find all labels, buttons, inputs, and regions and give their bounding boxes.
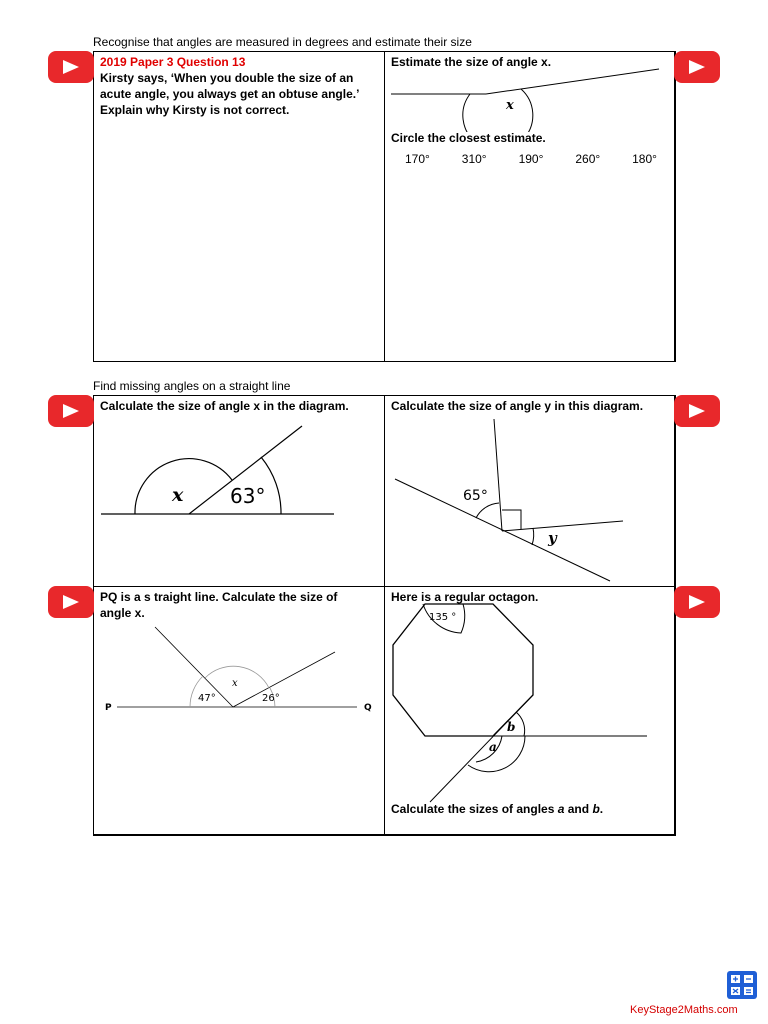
point-label-p: P [105,703,112,713]
angle-label-26: 26° [262,693,280,704]
question-cell-angle-x [93,395,385,587]
question-line: PQ is a s traight line. Calculate the size of [100,590,338,604]
calculator-icon [727,971,757,999]
video-play-button-q3[interactable] [48,395,94,427]
angle-label-135: 135 ° [429,612,457,623]
question-line: Kirsty says, ‘When you double the size of an [100,71,354,85]
calc-var-a: a [557,802,565,816]
calc-and: and [564,802,593,816]
octagon-calc-prompt [391,801,669,817]
calc-end: . [599,802,604,816]
question-cell-pq-line [93,586,385,836]
video-play-button-q4[interactable] [674,395,720,427]
option-180[interactable]: 180° [632,152,657,166]
angle-label-x: x [232,678,238,689]
question-prompt: Here is a regular octagon. [391,590,539,604]
question-line: acute angle, you always get an obtuse angle.’ [100,87,360,101]
worksheet-grid-bottom [93,395,675,835]
pq-straight-line-diagram [94,587,385,836]
question-prompt: Calculate the size of angle x in the diagram. [100,399,349,413]
angle-label-y: y [548,529,557,547]
play-icon [689,595,705,609]
option-260[interactable]: 260° [575,152,601,166]
video-play-button-q2[interactable] [674,51,720,83]
angle-label-65: 65° [463,488,488,504]
calc-var-b: b [592,802,600,816]
perpendicular-lines-diagram [385,396,676,587]
question-prompt: Estimate the size of angle x. [391,55,552,69]
question-prompt: Calculate the size of angle y in this diagram. [391,399,644,413]
question-line: angle x. [100,606,145,620]
point-label-q: Q [364,703,372,713]
section-title-estimate: Recognise that angles are measured in degrees and estimate their size [93,35,472,49]
angle-label-b: b [507,720,516,734]
play-icon [63,404,79,418]
video-play-button-q5[interactable] [48,586,94,618]
angle-label-63: 63° [230,484,266,508]
option-190[interactable]: 190° [518,152,544,166]
estimate-options [405,152,657,166]
circle-prompt: Circle the closest estimate. [391,131,546,145]
question-cell-kirsty [93,51,385,362]
section-title-straight-line: Find missing angles on a straight line [93,379,291,393]
question-text [100,54,378,118]
reflex-angle-diagram [385,52,676,132]
worksheet-grid-top [93,51,675,362]
option-170[interactable]: 170° [405,152,430,166]
calc-prefix: Calculate the sizes of angles [391,802,558,816]
regular-octagon-diagram [385,587,676,836]
video-play-button-q6[interactable] [674,586,720,618]
play-icon [63,60,79,74]
play-icon [63,595,79,609]
question-cell-octagon [384,586,676,836]
angle-label-47: 47° [198,693,216,704]
video-play-button-q1[interactable] [48,51,94,83]
angle-label-x: x [506,98,514,113]
straight-line-diagram-63 [94,396,385,587]
question-cell-angle-y [384,395,676,587]
play-icon [689,404,705,418]
question-source: 2019 Paper 3 Question 13 [100,55,246,69]
play-icon [689,60,705,74]
site-brand[interactable]: KeyStage2Maths.com [630,1004,738,1016]
question-cell-estimate-angle [384,51,676,362]
angle-label-a: a [489,740,497,754]
option-310[interactable]: 310° [461,152,487,166]
question-line: Explain why Kirsty is not correct. [100,103,290,117]
angle-label-x: x [172,484,184,506]
